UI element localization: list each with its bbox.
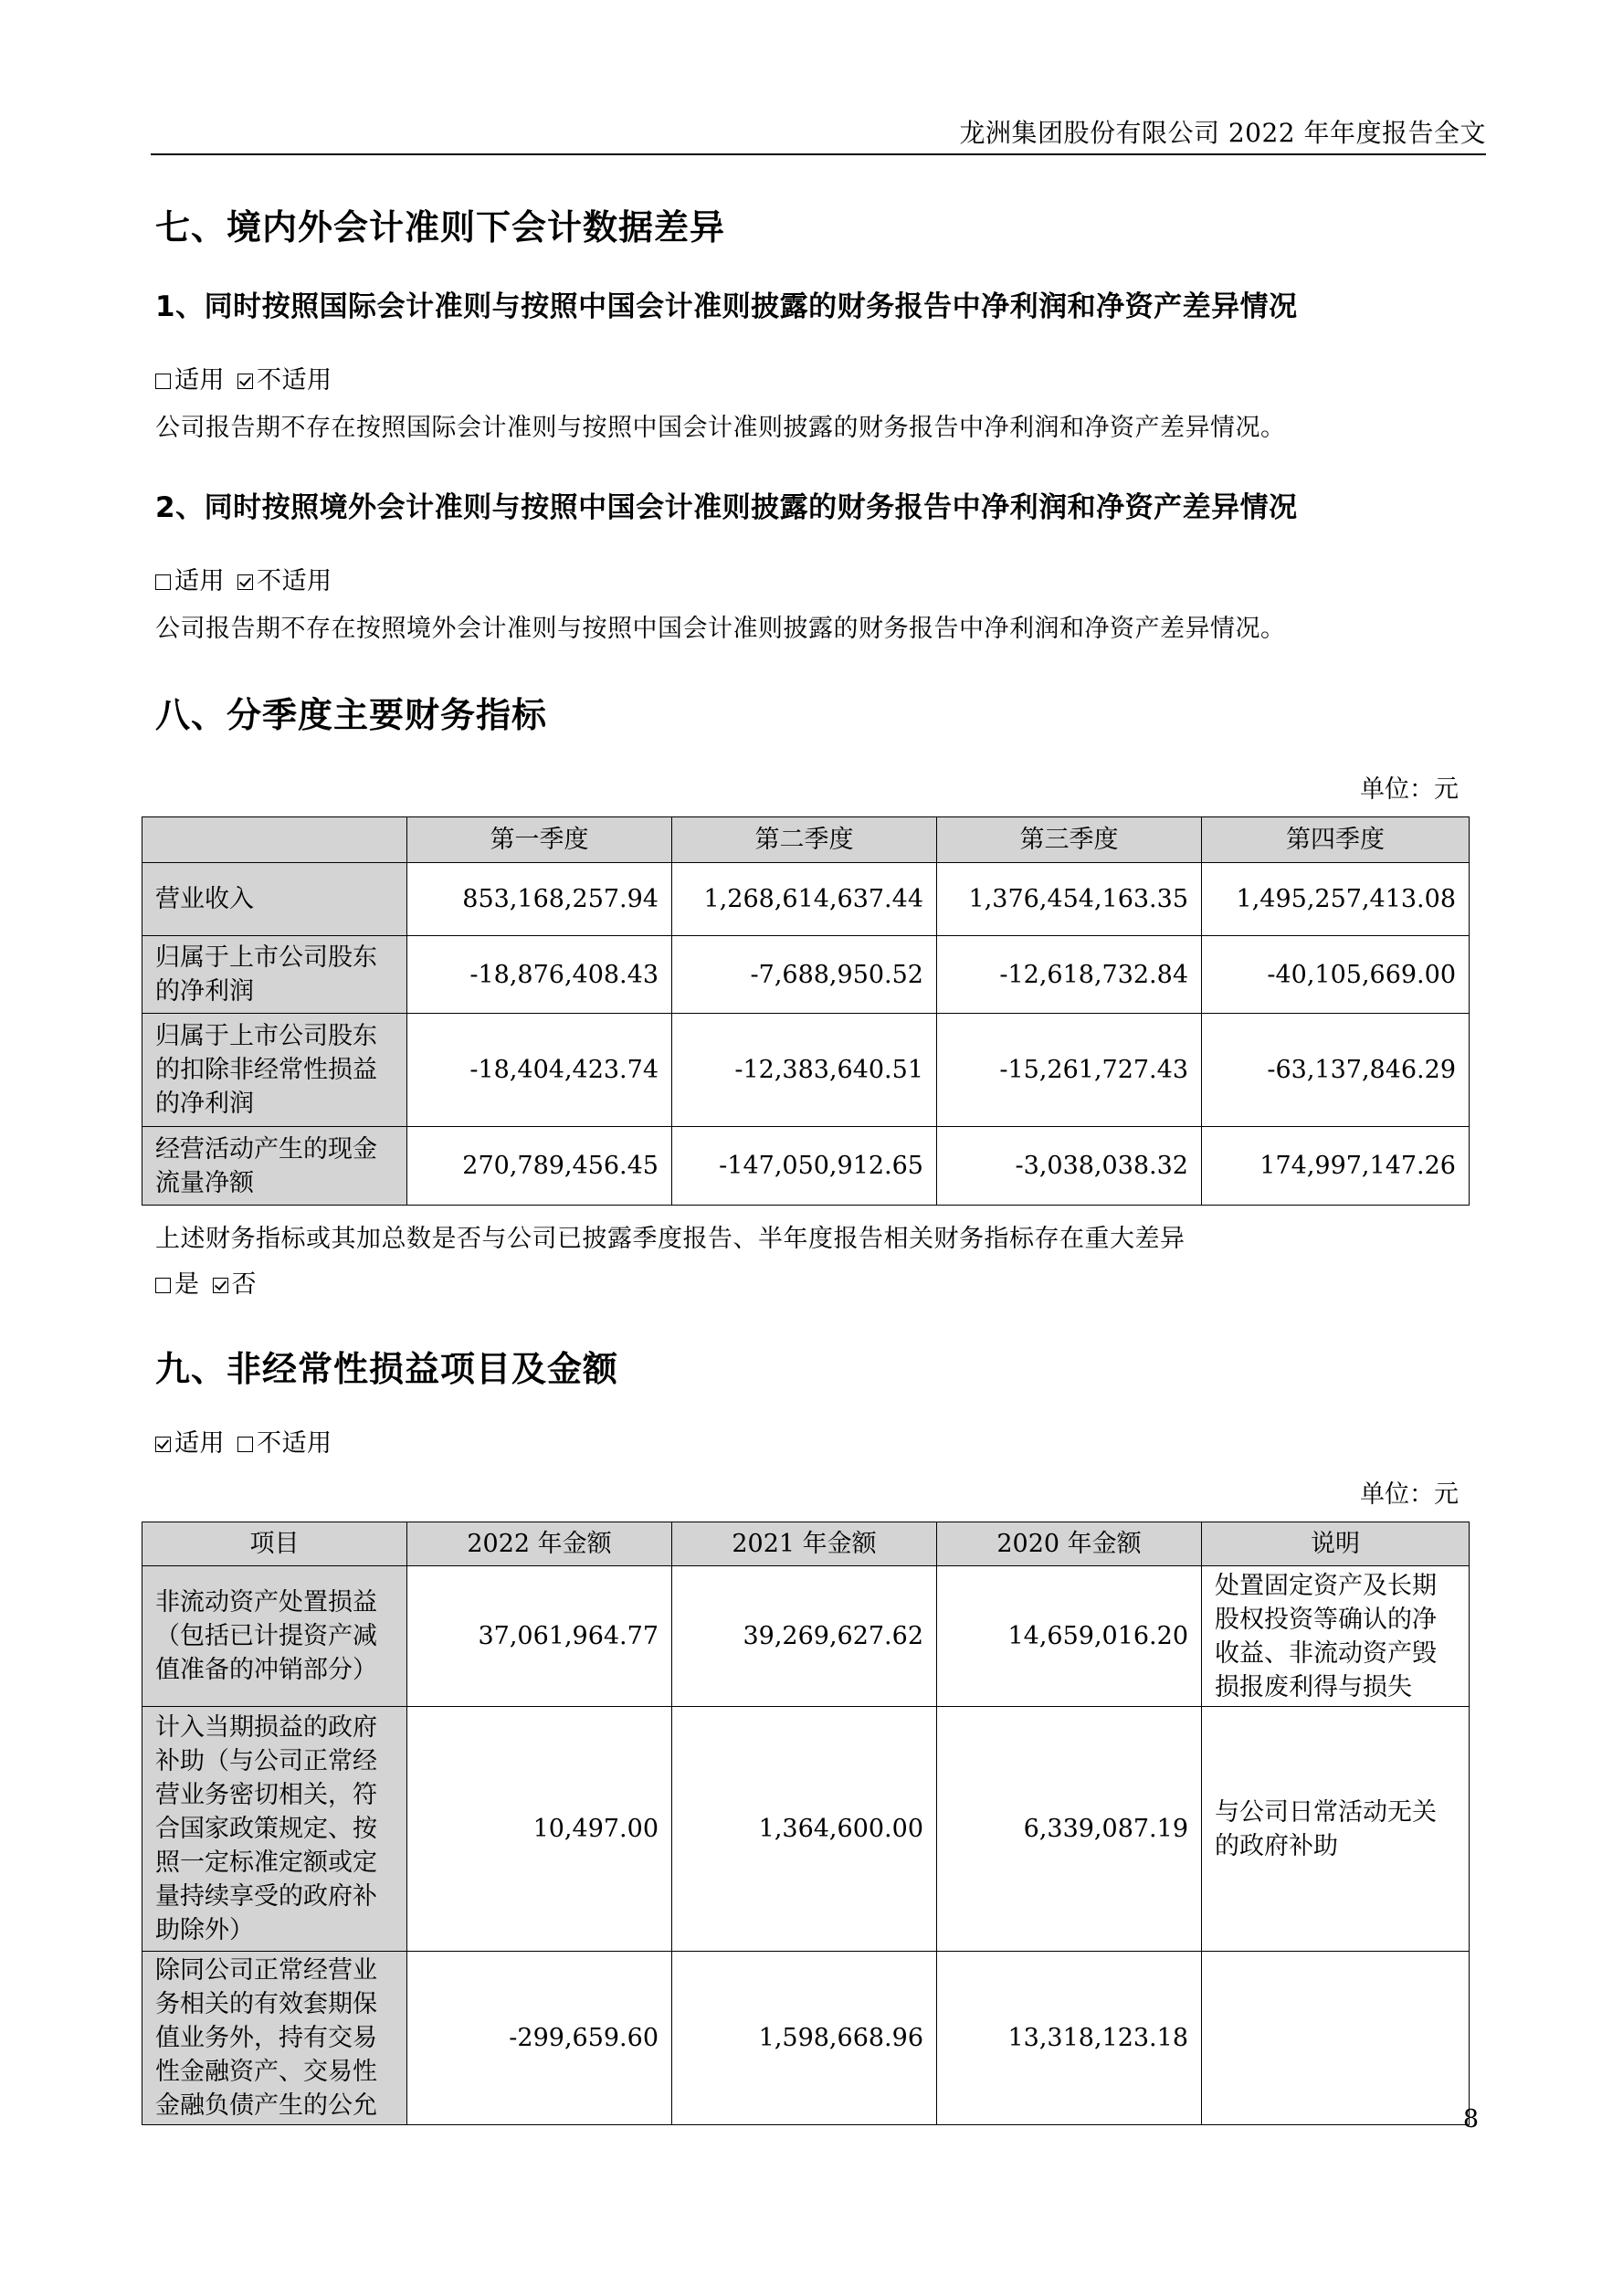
table-cell: 174,997,147.26 — [1202, 1127, 1470, 1206]
checkbox-unchecked-icon — [155, 374, 171, 389]
option-no-label: 否 — [231, 1270, 257, 1299]
row-label: 归属于上市公司股东的净利润 — [142, 936, 407, 1014]
section8-note: 上述财务指标或其加总数是否与公司已披露季度报告、半年度报告相关财务指标存在重大差异 — [155, 1225, 1186, 1253]
option-apply-label: 适用 — [174, 1429, 225, 1458]
table-header-cell: 2022 年金额 — [407, 1522, 672, 1566]
table-cell: -40,105,669.00 — [1202, 936, 1470, 1014]
section8-unit: 单位：元 — [1360, 775, 1459, 804]
report-header-title: 龙洲集团股份有限公司 2022 年年度报告全文 — [959, 118, 1486, 148]
checkbox-checked-icon — [155, 1437, 171, 1452]
table-cell: -15,261,727.43 — [937, 1014, 1202, 1127]
checkbox-checked-icon — [237, 574, 253, 590]
checkbox-checked-icon — [237, 374, 253, 389]
table-row — [142, 936, 1470, 1014]
table-cell: 14,659,016.20 — [937, 1566, 1202, 1707]
table-note-cell: 与公司日常活动无关的政府补助 — [1202, 1707, 1470, 1952]
section7-sub2-options — [155, 561, 345, 596]
option-apply-label: 适用 — [174, 366, 225, 395]
table-cell: 37,061,964.77 — [407, 1566, 672, 1707]
header-divider — [151, 153, 1486, 155]
row-label: 经营活动产生的现金流量净额 — [142, 1127, 407, 1206]
table-cell: -12,383,640.51 — [672, 1014, 937, 1127]
table-cell: -18,404,423.74 — [407, 1014, 672, 1127]
table-cell: 13,318,123.18 — [937, 1952, 1202, 2125]
table-cell: -12,618,732.84 — [937, 936, 1202, 1014]
table-note-cell — [1202, 1952, 1470, 2125]
table-cell: 1,376,454,163.35 — [937, 863, 1202, 936]
table-cell: 1,364,600.00 — [672, 1707, 937, 1952]
section7-sub1-options — [155, 360, 345, 395]
table-cell: -299,659.60 — [407, 1952, 672, 2125]
table-cell: -18,876,408.43 — [407, 936, 672, 1014]
section7-sub2-text: 公司报告期不存在按照境外会计准则与按照中国会计准则披露的财务报告中净利润和净资产差异情况。 — [155, 615, 1286, 643]
section9-options — [155, 1423, 345, 1459]
table-header-cell — [142, 817, 407, 863]
checkbox-unchecked-icon — [237, 1437, 253, 1452]
page-number: 8 — [1462, 2105, 1479, 2133]
option-not-apply-label: 不适用 — [257, 1429, 332, 1458]
table-header-cell: 2021 年金额 — [672, 1522, 937, 1566]
table-row — [142, 863, 1470, 936]
table-note-cell: 处置固定资产及长期股权投资等确认的净收益、非流动资产毁损报废利得与损失 — [1202, 1566, 1470, 1707]
section9-title: 九、非经常性损益项目及金额 — [155, 1349, 619, 1389]
section9-unit: 单位：元 — [1360, 1480, 1459, 1509]
table-row — [142, 1952, 1470, 2125]
section8-options — [155, 1264, 269, 1300]
row-label: 非流动资产处置损益（包括已计提资产减值准备的冲销部分） — [142, 1566, 407, 1707]
table-header-cell: 项目 — [142, 1522, 407, 1566]
table-header-cell: 第四季度 — [1202, 817, 1470, 863]
table-cell: 1,598,668.96 — [672, 1952, 937, 2125]
table-cell: 270,789,456.45 — [407, 1127, 672, 1206]
table-cell: 10,497.00 — [407, 1707, 672, 1952]
table-row — [142, 1566, 1470, 1707]
section7-sub1-title: 1、同时按照国际会计准则与按照中国会计准则披露的财务报告中净利润和净资产差异情况 — [155, 290, 1298, 323]
table-cell: 1,495,257,413.08 — [1202, 863, 1470, 936]
section8-title: 八、分季度主要财务指标 — [155, 695, 548, 735]
option-not-apply-label: 不适用 — [257, 366, 332, 395]
non-recurring-items-table — [142, 1522, 1470, 2125]
table-header-cell: 说明 — [1202, 1522, 1470, 1566]
table-cell: -147,050,912.65 — [672, 1127, 937, 1206]
table-cell: -3,038,038.32 — [937, 1127, 1202, 1206]
row-label: 归属于上市公司股东的扣除非经常性损益的净利润 — [142, 1014, 407, 1127]
option-not-apply-label: 不适用 — [257, 567, 332, 595]
row-label: 计入当期损益的政府补助（与公司正常经营业务密切相关，符合国家政策规定、按照一定标准定额或定量持续享受的政府补助除外） — [142, 1707, 407, 1952]
section7-sub2-title: 2、同时按照境外会计准则与按照中国会计准则披露的财务报告中净利润和净资产差异情况 — [155, 491, 1298, 524]
checkbox-unchecked-icon — [155, 1278, 171, 1293]
table-row — [142, 1707, 1470, 1952]
option-yes-label: 是 — [174, 1270, 200, 1299]
table-cell: 853,168,257.94 — [407, 863, 672, 936]
section7-sub1-text: 公司报告期不存在按照国际会计准则与按照中国会计准则披露的财务报告中净利润和净资产差异情况。 — [155, 414, 1286, 442]
table-row — [142, 1127, 1470, 1206]
table-header-cell: 第三季度 — [937, 817, 1202, 863]
row-label: 除同公司正常经营业务相关的有效套期保值业务外，持有交易性金融资产、交易性金融负债产生的公允 — [142, 1952, 407, 2125]
quarterly-financial-table — [142, 816, 1470, 1206]
table-header-cell: 第二季度 — [672, 817, 937, 863]
table-cell: -63,137,846.29 — [1202, 1014, 1470, 1127]
table-cell: 6,339,087.19 — [937, 1707, 1202, 1952]
section7-title: 七、境内外会计准则下会计数据差异 — [155, 207, 726, 248]
row-label: 营业收入 — [142, 863, 407, 936]
table-cell: -7,688,950.52 — [672, 936, 937, 1014]
table-header-cell: 2020 年金额 — [937, 1522, 1202, 1566]
checkbox-unchecked-icon — [155, 574, 171, 590]
table-cell: 1,268,614,637.44 — [672, 863, 937, 936]
table-row — [142, 1014, 1470, 1127]
table-cell: 39,269,627.62 — [672, 1566, 937, 1707]
table-header-cell: 第一季度 — [407, 817, 672, 863]
checkbox-checked-icon — [213, 1278, 228, 1293]
option-apply-label: 适用 — [174, 567, 225, 595]
